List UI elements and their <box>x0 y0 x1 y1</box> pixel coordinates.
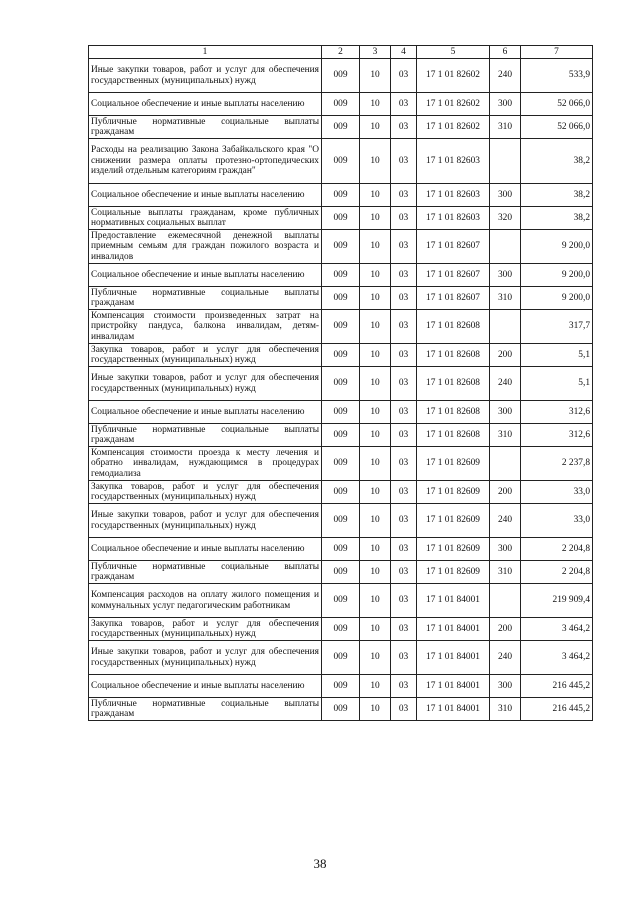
table-row <box>89 184 593 207</box>
table-row <box>89 584 593 618</box>
cell-code-admin: 009 <box>322 184 360 207</box>
table-row <box>89 538 593 561</box>
cell-section: 10 <box>360 287 391 310</box>
column-header: 7 <box>521 46 593 59</box>
cell-subsection: 03 <box>391 287 417 310</box>
cell-amount: 9 200,0 <box>521 287 593 310</box>
cell-section: 10 <box>360 675 391 698</box>
cell-code-admin: 009 <box>322 344 360 367</box>
cell-expense-type <box>490 447 521 481</box>
page-number: 38 <box>313 856 327 871</box>
cell-section: 10 <box>360 230 391 264</box>
cell-target-article: 17 1 01 82609 <box>417 561 490 584</box>
cell-name: Компенсация стоимости произведенных затрат на пристройку пандуса, балкона инвалидам, детям-инвалидам <box>89 310 322 344</box>
cell-code-admin: 009 <box>322 93 360 116</box>
cell-expense-type <box>490 230 521 264</box>
cell-expense-type: 310 <box>490 287 521 310</box>
table-row <box>89 675 593 698</box>
cell-expense-type <box>490 310 521 344</box>
cell-amount: 38,2 <box>521 184 593 207</box>
cell-target-article: 17 1 01 82607 <box>417 287 490 310</box>
cell-name: Социальные выплаты гражданам, кроме публичных нормативных социальных выплат <box>89 207 322 230</box>
cell-target-article: 17 1 01 82602 <box>417 59 490 93</box>
cell-amount: 2 204,8 <box>521 561 593 584</box>
cell-amount: 9 200,0 <box>521 264 593 287</box>
cell-expense-type: 200 <box>490 344 521 367</box>
table-row <box>89 230 593 264</box>
cell-amount: 33,0 <box>521 504 593 538</box>
cell-code-admin: 009 <box>322 424 360 447</box>
cell-section: 10 <box>360 538 391 561</box>
table-row <box>89 504 593 538</box>
table-row <box>89 618 593 641</box>
table-row <box>89 59 593 93</box>
cell-code-admin: 009 <box>322 207 360 230</box>
cell-name: Компенсация стоимости проезда к месту лечения и обратно инвалидам, нуждающимся в процедурах гемодиализа <box>89 447 322 481</box>
cell-code-admin: 009 <box>322 504 360 538</box>
table-row <box>89 264 593 287</box>
cell-name: Иные закупки товаров, работ и услуг для обеспечения государственных (муниципальных) нужд <box>89 504 322 538</box>
cell-expense-type: 200 <box>490 481 521 504</box>
table-row <box>89 447 593 481</box>
cell-name: Закупка товаров, работ и услуг для обеспечения государственных (муниципальных) нужд <box>89 344 322 367</box>
cell-code-admin: 009 <box>322 561 360 584</box>
cell-subsection: 03 <box>391 264 417 287</box>
cell-amount: 312,6 <box>521 401 593 424</box>
cell-target-article: 17 1 01 82608 <box>417 344 490 367</box>
cell-code-admin: 009 <box>322 310 360 344</box>
cell-name: Предоставление ежемесячной денежной выплаты приемным семьям для граждан пожилого возраста и инвалидов <box>89 230 322 264</box>
table-row <box>89 424 593 447</box>
cell-section: 10 <box>360 641 391 675</box>
cell-code-admin: 009 <box>322 538 360 561</box>
cell-target-article: 17 1 01 82602 <box>417 93 490 116</box>
cell-section: 10 <box>360 344 391 367</box>
cell-name: Социальное обеспечение и иные выплаты населению <box>89 538 322 561</box>
cell-amount: 52 066,0 <box>521 93 593 116</box>
cell-target-article: 17 1 01 84001 <box>417 618 490 641</box>
cell-code-admin: 009 <box>322 59 360 93</box>
cell-section: 10 <box>360 584 391 618</box>
cell-name: Публичные нормативные социальные выплаты гражданам <box>89 561 322 584</box>
column-header: 3 <box>360 46 391 59</box>
table-row <box>89 287 593 310</box>
cell-expense-type: 300 <box>490 184 521 207</box>
cell-section: 10 <box>360 401 391 424</box>
cell-subsection: 03 <box>391 538 417 561</box>
cell-name: Публичные нормативные социальные выплаты гражданам <box>89 116 322 139</box>
cell-code-admin: 009 <box>322 641 360 675</box>
cell-target-article: 17 1 01 82608 <box>417 424 490 447</box>
cell-section: 10 <box>360 561 391 584</box>
cell-target-article: 17 1 01 82608 <box>417 401 490 424</box>
cell-section: 10 <box>360 93 391 116</box>
cell-subsection: 03 <box>391 344 417 367</box>
cell-name: Публичные нормативные социальные выплаты гражданам <box>89 424 322 447</box>
cell-expense-type: 310 <box>490 116 521 139</box>
cell-code-admin: 009 <box>322 481 360 504</box>
cell-target-article: 17 1 01 82609 <box>417 504 490 538</box>
cell-expense-type: 310 <box>490 424 521 447</box>
cell-amount: 216 445,2 <box>521 698 593 721</box>
cell-name: Расходы на реализацию Закона Забайкальского края "О снижении размера оплаты протезно-ортопедических изделий отдельным категориям граждан" <box>89 139 322 184</box>
table-row <box>89 93 593 116</box>
cell-amount: 3 464,2 <box>521 641 593 675</box>
cell-amount: 38,2 <box>521 207 593 230</box>
cell-expense-type: 240 <box>490 641 521 675</box>
cell-subsection: 03 <box>391 675 417 698</box>
column-header: 6 <box>490 46 521 59</box>
cell-section: 10 <box>360 264 391 287</box>
cell-expense-type: 300 <box>490 538 521 561</box>
cell-subsection: 03 <box>391 504 417 538</box>
cell-section: 10 <box>360 310 391 344</box>
cell-expense-type: 310 <box>490 698 521 721</box>
cell-name: Закупка товаров, работ и услуг для обеспечения государственных (муниципальных) нужд <box>89 481 322 504</box>
cell-section: 10 <box>360 367 391 401</box>
cell-expense-type: 320 <box>490 207 521 230</box>
cell-code-admin: 009 <box>322 287 360 310</box>
cell-target-article: 17 1 01 82603 <box>417 139 490 184</box>
cell-code-admin: 009 <box>322 401 360 424</box>
cell-name: Социальное обеспечение и иные выплаты населению <box>89 93 322 116</box>
cell-subsection: 03 <box>391 310 417 344</box>
cell-target-article: 17 1 01 82603 <box>417 207 490 230</box>
cell-amount: 5,1 <box>521 344 593 367</box>
cell-target-article: 17 1 01 82609 <box>417 538 490 561</box>
cell-expense-type: 300 <box>490 264 521 287</box>
table-row <box>89 698 593 721</box>
cell-expense-type: 200 <box>490 618 521 641</box>
cell-expense-type <box>490 584 521 618</box>
cell-expense-type: 300 <box>490 401 521 424</box>
cell-target-article: 17 1 01 84001 <box>417 698 490 721</box>
cell-name: Социальное обеспечение и иные выплаты населению <box>89 264 322 287</box>
cell-name: Иные закупки товаров, работ и услуг для обеспечения государственных (муниципальных) нужд <box>89 59 322 93</box>
cell-target-article: 17 1 01 82608 <box>417 310 490 344</box>
cell-subsection: 03 <box>391 641 417 675</box>
cell-subsection: 03 <box>391 367 417 401</box>
cell-subsection: 03 <box>391 447 417 481</box>
cell-section: 10 <box>360 424 391 447</box>
cell-name: Компенсация расходов на оплату жилого помещения и коммунальных услуг педагогическим работникам <box>89 584 322 618</box>
cell-target-article: 17 1 01 84001 <box>417 675 490 698</box>
cell-expense-type: 310 <box>490 561 521 584</box>
cell-subsection: 03 <box>391 207 417 230</box>
cell-amount: 312,6 <box>521 424 593 447</box>
cell-subsection: 03 <box>391 93 417 116</box>
table-row <box>89 139 593 184</box>
cell-subsection: 03 <box>391 184 417 207</box>
cell-subsection: 03 <box>391 481 417 504</box>
column-header: 1 <box>89 46 322 59</box>
cell-amount: 52 066,0 <box>521 116 593 139</box>
cell-target-article: 17 1 01 82609 <box>417 481 490 504</box>
cell-subsection: 03 <box>391 401 417 424</box>
table-row <box>89 116 593 139</box>
cell-name: Закупка товаров, работ и услуг для обеспечения государственных (муниципальных) нужд <box>89 618 322 641</box>
cell-code-admin: 009 <box>322 698 360 721</box>
cell-expense-type: 240 <box>490 59 521 93</box>
cell-target-article: 17 1 01 84001 <box>417 641 490 675</box>
cell-name: Социальное обеспечение и иные выплаты населению <box>89 675 322 698</box>
cell-code-admin: 009 <box>322 116 360 139</box>
column-header: 5 <box>417 46 490 59</box>
cell-expense-type: 300 <box>490 675 521 698</box>
cell-amount: 3 464,2 <box>521 618 593 641</box>
cell-target-article: 17 1 01 84001 <box>417 584 490 618</box>
cell-subsection: 03 <box>391 139 417 184</box>
budget-table <box>88 45 593 721</box>
table-row <box>89 367 593 401</box>
cell-code-admin: 009 <box>322 367 360 401</box>
cell-target-article: 17 1 01 82608 <box>417 367 490 401</box>
cell-amount: 5,1 <box>521 367 593 401</box>
cell-section: 10 <box>360 139 391 184</box>
table-row <box>89 561 593 584</box>
table-row <box>89 310 593 344</box>
cell-name: Иные закупки товаров, работ и услуг для обеспечения государственных (муниципальных) нужд <box>89 367 322 401</box>
table-body <box>89 59 593 721</box>
table-row <box>89 401 593 424</box>
cell-code-admin: 009 <box>322 264 360 287</box>
cell-code-admin: 009 <box>322 584 360 618</box>
cell-amount: 219 909,4 <box>521 584 593 618</box>
cell-expense-type: 240 <box>490 367 521 401</box>
cell-amount: 33,0 <box>521 481 593 504</box>
cell-expense-type <box>490 139 521 184</box>
cell-code-admin: 009 <box>322 230 360 264</box>
cell-amount: 2 204,8 <box>521 538 593 561</box>
cell-target-article: 17 1 01 82607 <box>417 230 490 264</box>
cell-section: 10 <box>360 59 391 93</box>
cell-name: Иные закупки товаров, работ и услуг для обеспечения государственных (муниципальных) нужд <box>89 641 322 675</box>
cell-subsection: 03 <box>391 618 417 641</box>
table-row <box>89 207 593 230</box>
table-row <box>89 641 593 675</box>
cell-section: 10 <box>360 447 391 481</box>
cell-subsection: 03 <box>391 424 417 447</box>
table-header-row <box>89 46 593 59</box>
cell-amount: 38,2 <box>521 139 593 184</box>
cell-code-admin: 009 <box>322 618 360 641</box>
cell-name: Публичные нормативные социальные выплаты гражданам <box>89 698 322 721</box>
cell-code-admin: 009 <box>322 447 360 481</box>
cell-subsection: 03 <box>391 584 417 618</box>
cell-target-article: 17 1 01 82607 <box>417 264 490 287</box>
cell-subsection: 03 <box>391 561 417 584</box>
cell-subsection: 03 <box>391 59 417 93</box>
table-row <box>89 481 593 504</box>
cell-name: Социальное обеспечение и иные выплаты населению <box>89 401 322 424</box>
cell-target-article: 17 1 01 82609 <box>417 447 490 481</box>
cell-section: 10 <box>360 116 391 139</box>
cell-section: 10 <box>360 504 391 538</box>
cell-expense-type: 300 <box>490 93 521 116</box>
column-header: 2 <box>322 46 360 59</box>
cell-subsection: 03 <box>391 698 417 721</box>
cell-amount: 533,9 <box>521 59 593 93</box>
column-header: 4 <box>391 46 417 59</box>
cell-code-admin: 009 <box>322 675 360 698</box>
cell-section: 10 <box>360 184 391 207</box>
cell-name: Публичные нормативные социальные выплаты гражданам <box>89 287 322 310</box>
cell-amount: 317,7 <box>521 310 593 344</box>
cell-amount: 216 445,2 <box>521 675 593 698</box>
cell-target-article: 17 1 01 82602 <box>417 116 490 139</box>
cell-target-article: 17 1 01 82603 <box>417 184 490 207</box>
cell-section: 10 <box>360 618 391 641</box>
cell-subsection: 03 <box>391 230 417 264</box>
cell-section: 10 <box>360 698 391 721</box>
cell-expense-type: 240 <box>490 504 521 538</box>
cell-section: 10 <box>360 207 391 230</box>
cell-amount: 9 200,0 <box>521 230 593 264</box>
table-row <box>89 344 593 367</box>
cell-name: Социальное обеспечение и иные выплаты населению <box>89 184 322 207</box>
cell-subsection: 03 <box>391 116 417 139</box>
cell-section: 10 <box>360 481 391 504</box>
cell-code-admin: 009 <box>322 139 360 184</box>
cell-amount: 2 237,8 <box>521 447 593 481</box>
